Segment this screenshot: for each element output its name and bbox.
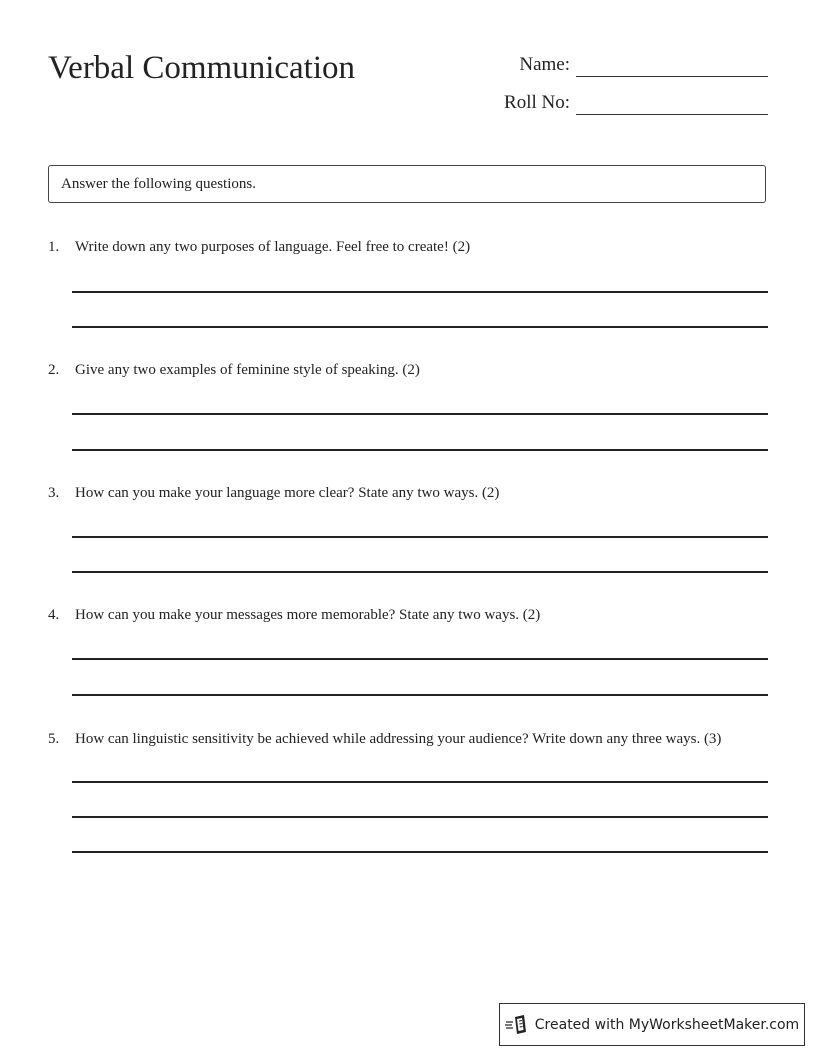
name-label: Name: — [519, 54, 570, 75]
name-input-line[interactable] — [576, 52, 768, 77]
roll-number-input-line[interactable] — [576, 90, 768, 115]
worksheet-maker-logo-icon — [505, 1014, 529, 1036]
question-text: Give any two examples of feminine style of speaking. (2) — [75, 362, 420, 378]
badge-text: Created with MyWorksheetMaker.com — [534, 1016, 800, 1033]
worksheet-title: Verbal Communication — [48, 50, 356, 86]
roll-number-label: Roll No: — [504, 92, 570, 113]
answer-line[interactable] — [72, 413, 768, 415]
question-text: How can you make your language more clear? State any two ways. (2) — [75, 485, 500, 501]
question-number: 3. — [48, 485, 60, 501]
question-text: Write down any two purposes of language. Feel free to create! (2) — [75, 239, 471, 255]
question-number: 5. — [48, 731, 60, 747]
roll-number-field[interactable] — [504, 90, 768, 115]
question-5 — [48, 729, 768, 749]
instructions-text: Answer the following questions. — [61, 175, 256, 192]
question-4 — [48, 605, 768, 625]
answer-line[interactable] — [72, 816, 768, 818]
question-2 — [48, 360, 768, 380]
answer-line[interactable] — [72, 326, 768, 328]
answer-line[interactable] — [72, 658, 768, 660]
instructions-box — [48, 165, 766, 203]
question-3 — [48, 483, 768, 503]
question-text: How can linguistic sensitivity be achieved while addressing your audience? Write down any three ways. (3) — [75, 731, 722, 747]
question-number: 1. — [48, 239, 60, 255]
question-number: 2. — [48, 362, 60, 378]
answer-line[interactable] — [72, 781, 768, 783]
answer-line[interactable] — [72, 449, 768, 451]
question-number: 4. — [48, 607, 60, 623]
created-with-badge[interactable] — [499, 1003, 805, 1046]
answer-line[interactable] — [72, 851, 768, 853]
question-1 — [48, 237, 768, 257]
question-text: How can you make your messages more memorable? State any two ways. (2) — [75, 607, 541, 623]
answer-line[interactable] — [72, 536, 768, 538]
name-field[interactable] — [519, 52, 768, 77]
answer-line[interactable] — [72, 571, 768, 573]
answer-line[interactable] — [72, 291, 768, 293]
answer-line[interactable] — [72, 694, 768, 696]
